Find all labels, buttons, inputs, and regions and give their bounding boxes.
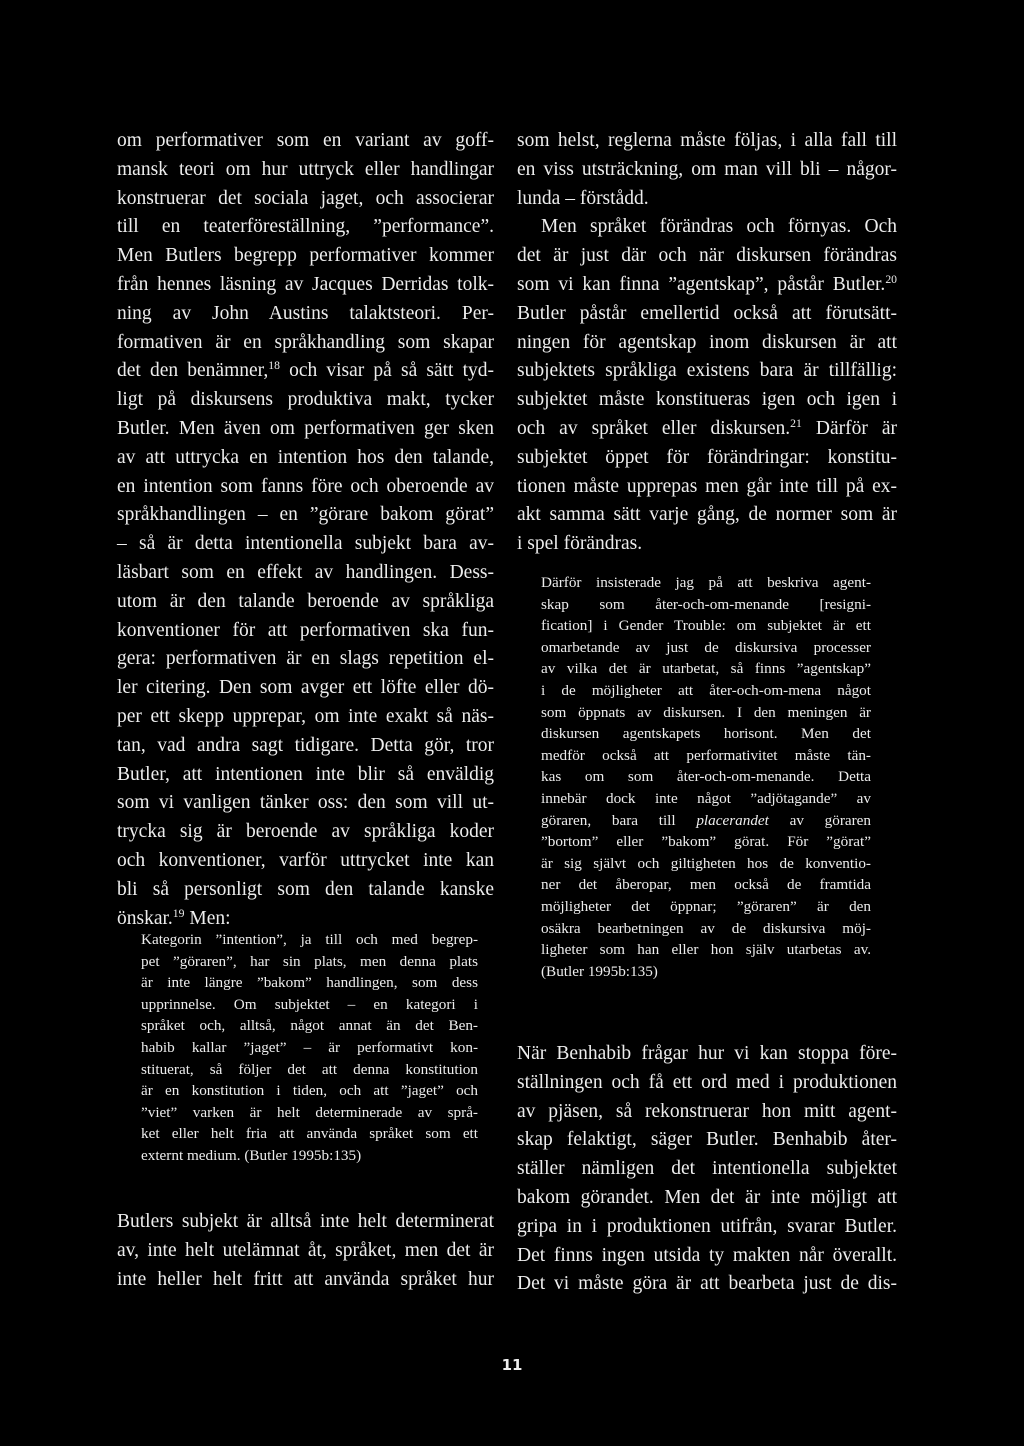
text-fragment: av göraren: [768, 811, 872, 829]
text-line: Butler, att intentionen inte blir så enväldig: [117, 763, 494, 785]
right-paragraph: [517, 127, 897, 559]
quote-line: fication] i Gender Trouble: om subjektet är ett: [541, 617, 871, 635]
text-line: gera: performativen är en slags repetition el-: [117, 648, 494, 670]
quote-line: möjligheter det öppnar; ”göraren” är den: [541, 897, 871, 915]
quote-line: pet ”göraren”, har sin plats, men denna plats: [141, 952, 478, 970]
quote-paragraph: [541, 572, 871, 982]
quote-line: innebär dock inte något ”adjötagande” av: [541, 789, 871, 807]
right-continuation-text: [517, 1040, 897, 1299]
right-block-quote: [541, 572, 871, 982]
text-line: Det finns ingen utsida ty makten når överallt.: [517, 1244, 897, 1266]
text-line: tan, vad andra sagt tidigare. Detta gör, tror: [117, 734, 494, 756]
text-line: akt samma sätt varje gång, de normer som är: [517, 504, 897, 526]
text-line: i spel förändras.: [517, 533, 643, 555]
text-line: subjektet öppet för förändringar: konstitu-: [517, 446, 897, 468]
text-line: det är just där och när diskursen förändras: [517, 245, 897, 267]
quote-line: är sig självt och giltigheten hos de konventio-: [541, 854, 871, 872]
quote-line: ner det åberopar, men också de framtida: [541, 876, 871, 894]
text-fragment: önskar.: [117, 907, 173, 929]
text-line: ligt på diskursens produktiva makt, tycker: [117, 389, 494, 411]
text-line: konventioner för att performativen ska fun-: [117, 619, 494, 641]
quote-line: Kategorin ”intention”, ja till och med begrep-: [141, 931, 478, 948]
emphasis-placerandet: placerandet: [696, 811, 769, 829]
continuation-paragraph: [517, 1040, 897, 1299]
left-paragraph: [117, 127, 494, 933]
text-line: läsbart som en effekt av handlingen. Dess-: [117, 561, 494, 583]
text-fragment: Men:: [184, 907, 231, 929]
left-continuation-text: [117, 1208, 494, 1294]
text-line: konstruerar det sociala jaget, och associerar: [117, 187, 494, 209]
quote-line: Därför insisterade jag på att beskriva agent-: [541, 574, 871, 591]
quote-line: stituerat, så följer det att denna konstitution: [141, 1060, 478, 1078]
text-fragment: som vi kan finna ”agentskap”, påstår Butler.: [517, 273, 886, 295]
text-line: subjektet måste konstitueras igen och igen i: [517, 389, 897, 411]
quote-line: (Butler 1995b:135): [541, 962, 658, 980]
quote-line: osäkra bearbetningen av de diskursiva möj-: [541, 919, 871, 937]
text-line: av, inte helt utelämnat åt, språket, men det är: [117, 1239, 494, 1261]
text-fragment: det den benämner,: [117, 360, 269, 382]
quote-line: är inte längre ”bakom” handlingen, som dess: [141, 974, 478, 992]
left-block-quote: [141, 929, 478, 1167]
quote-line: i de möjligheter att åter-och-om-mena något: [541, 681, 871, 699]
text-fragment: göraren, bara till: [541, 811, 697, 829]
text-line: Butler. Men även om performativen ger sken: [117, 417, 494, 439]
quote-line: omarbetande av just de diskursiva processer: [541, 638, 871, 656]
quote-line: språket och, alltså, något annat än det Ben-: [141, 1017, 478, 1035]
text-line: som vi vanligen tänker oss: den som vill ut-: [117, 792, 494, 814]
text-line: om performativer som en variant av goff-: [117, 130, 494, 151]
text-line: Men språket förändras och förnyas. Och: [541, 216, 897, 238]
quote-line: habib kallar ”jaget” – är performativt kon-: [141, 1038, 478, 1056]
quote-line: av vilka det är utarbetat, så finns ”agentskap”: [541, 660, 871, 678]
footnote-ref-19: 19: [172, 906, 185, 920]
text-line: bakom görandet. Men det är inte möjligt att: [517, 1186, 897, 1208]
text-line: ställer nämligen det intentionella subjektet: [517, 1158, 897, 1180]
text-line: till en teaterföreställning, ”performance”.: [117, 216, 494, 238]
text-line: som helst, reglerna måste följas, i alla fall till: [517, 130, 897, 151]
text-line: av pjäsen, så rekonstruerar hon mitt agent-: [517, 1100, 897, 1122]
text-line: formativen är en språkhandling som skapar: [117, 331, 494, 353]
text-line: mansk teori om hur uttryck eller handlingar: [117, 158, 494, 180]
quote-line: ket eller helt fria att använda språket som ett: [141, 1125, 478, 1143]
text-line: en viss utsträckning, om man vill bli – någor-: [517, 158, 897, 180]
quote-line: medför också att performativitet måste tän-: [541, 746, 871, 764]
text-line: bli så personligt som den talande kanske: [117, 878, 494, 900]
footnote-ref-20: 20: [885, 272, 897, 286]
quote-line: diskursen agentskapets horisont. Men det: [541, 725, 871, 743]
text-fragment: Därför är: [801, 417, 897, 439]
text-line: per ett skepp upprepar, om inte exakt så näs-: [117, 705, 494, 727]
text-line: ning av John Austins talaktsteori. Per-: [117, 302, 494, 324]
left-column-text: [117, 127, 494, 933]
text-line: från hennes läsning av Jacques Derridas tolk-: [117, 273, 494, 295]
quote-line: externt medium. (Butler 1995b:135): [141, 1146, 362, 1164]
text-line: och konventioner, varför uttrycket inte kan: [117, 849, 494, 871]
text-line: [517, 415, 897, 444]
text-line: ningen för agentskap inom diskursen är att: [517, 331, 897, 353]
text-line: skap felaktigt, säger Butler. Benhabib åter-: [517, 1129, 897, 1151]
text-fragment: och visar på så sätt tyd-: [279, 360, 495, 382]
text-line: inte heller helt fritt att använda språket hur: [117, 1268, 494, 1290]
quote-line: [541, 810, 871, 832]
text-line: utom är den talande beroende av språkliga: [117, 590, 494, 612]
quote-line: skap som åter-och-om-menande [resigni-: [541, 595, 871, 613]
text-line: av att uttrycka en intention hos den talande,: [117, 446, 494, 468]
text-line: lunda – förstådd.: [517, 187, 649, 209]
text-line: [517, 271, 897, 300]
right-column-text: [517, 127, 897, 559]
quote-line: ”bortom” eller ”bakom” görat. För ”görat”: [541, 833, 871, 851]
text-fragment: och av språket eller diskursen.: [517, 417, 791, 439]
text-line: en intention som fanns före och oberoende av: [117, 475, 494, 497]
text-line: Butlers subjekt är alltså inte helt determinerat: [117, 1211, 494, 1232]
text-line: – så är detta intentionella subjekt bara av-: [117, 533, 494, 555]
text-line: subjektets språkliga existens bara är tillfällig:: [517, 360, 897, 382]
footnote-ref-21: 21: [790, 416, 802, 430]
quote-line: ”viet” varken är helt determinerade av språ-: [141, 1103, 478, 1121]
quote-line: ligheter som han eller hon själv utarbetas av.: [541, 941, 871, 959]
quote-line: kas om som åter-och-om-menande. Detta: [541, 768, 871, 786]
text-line: språkhandlingen – en ”görare bakom görat”: [117, 504, 494, 526]
text-line: ler citering. Den som avger ett löfte eller dö-: [117, 677, 494, 699]
quote-line: är en konstitution i tiden, och att ”jaget” och: [141, 1082, 478, 1100]
text-line: tionen måste upprepas men går inte till på ex-: [517, 475, 897, 497]
footnote-ref-18: 18: [268, 359, 280, 373]
quote-paragraph: [141, 929, 478, 1167]
quote-line: som öppnats av diskursen. I den meningen är: [541, 703, 871, 721]
text-line: Butler påstår emellertid också att förutsätt-: [517, 302, 897, 324]
continuation-paragraph: [117, 1208, 494, 1294]
text-line: gripa in i produktionen utifrån, svarar Butler.: [517, 1215, 897, 1237]
text-line: Det vi måste göra är att bearbeta just de dis-: [517, 1273, 897, 1295]
text-line: ställningen och få ett ord med i produktionen: [517, 1071, 897, 1093]
page-number: 11: [501, 1356, 523, 1374]
text-line: Men Butlers begrepp performativer kommer: [117, 245, 494, 267]
text-line: trycka sig är beroende av språkliga koder: [117, 821, 494, 843]
quote-line: upprinnelse. Om subjektet – en kategori i: [141, 995, 478, 1013]
text-line: När Benhabib frågar hur vi kan stoppa före-: [517, 1043, 897, 1064]
text-line: [117, 357, 494, 386]
